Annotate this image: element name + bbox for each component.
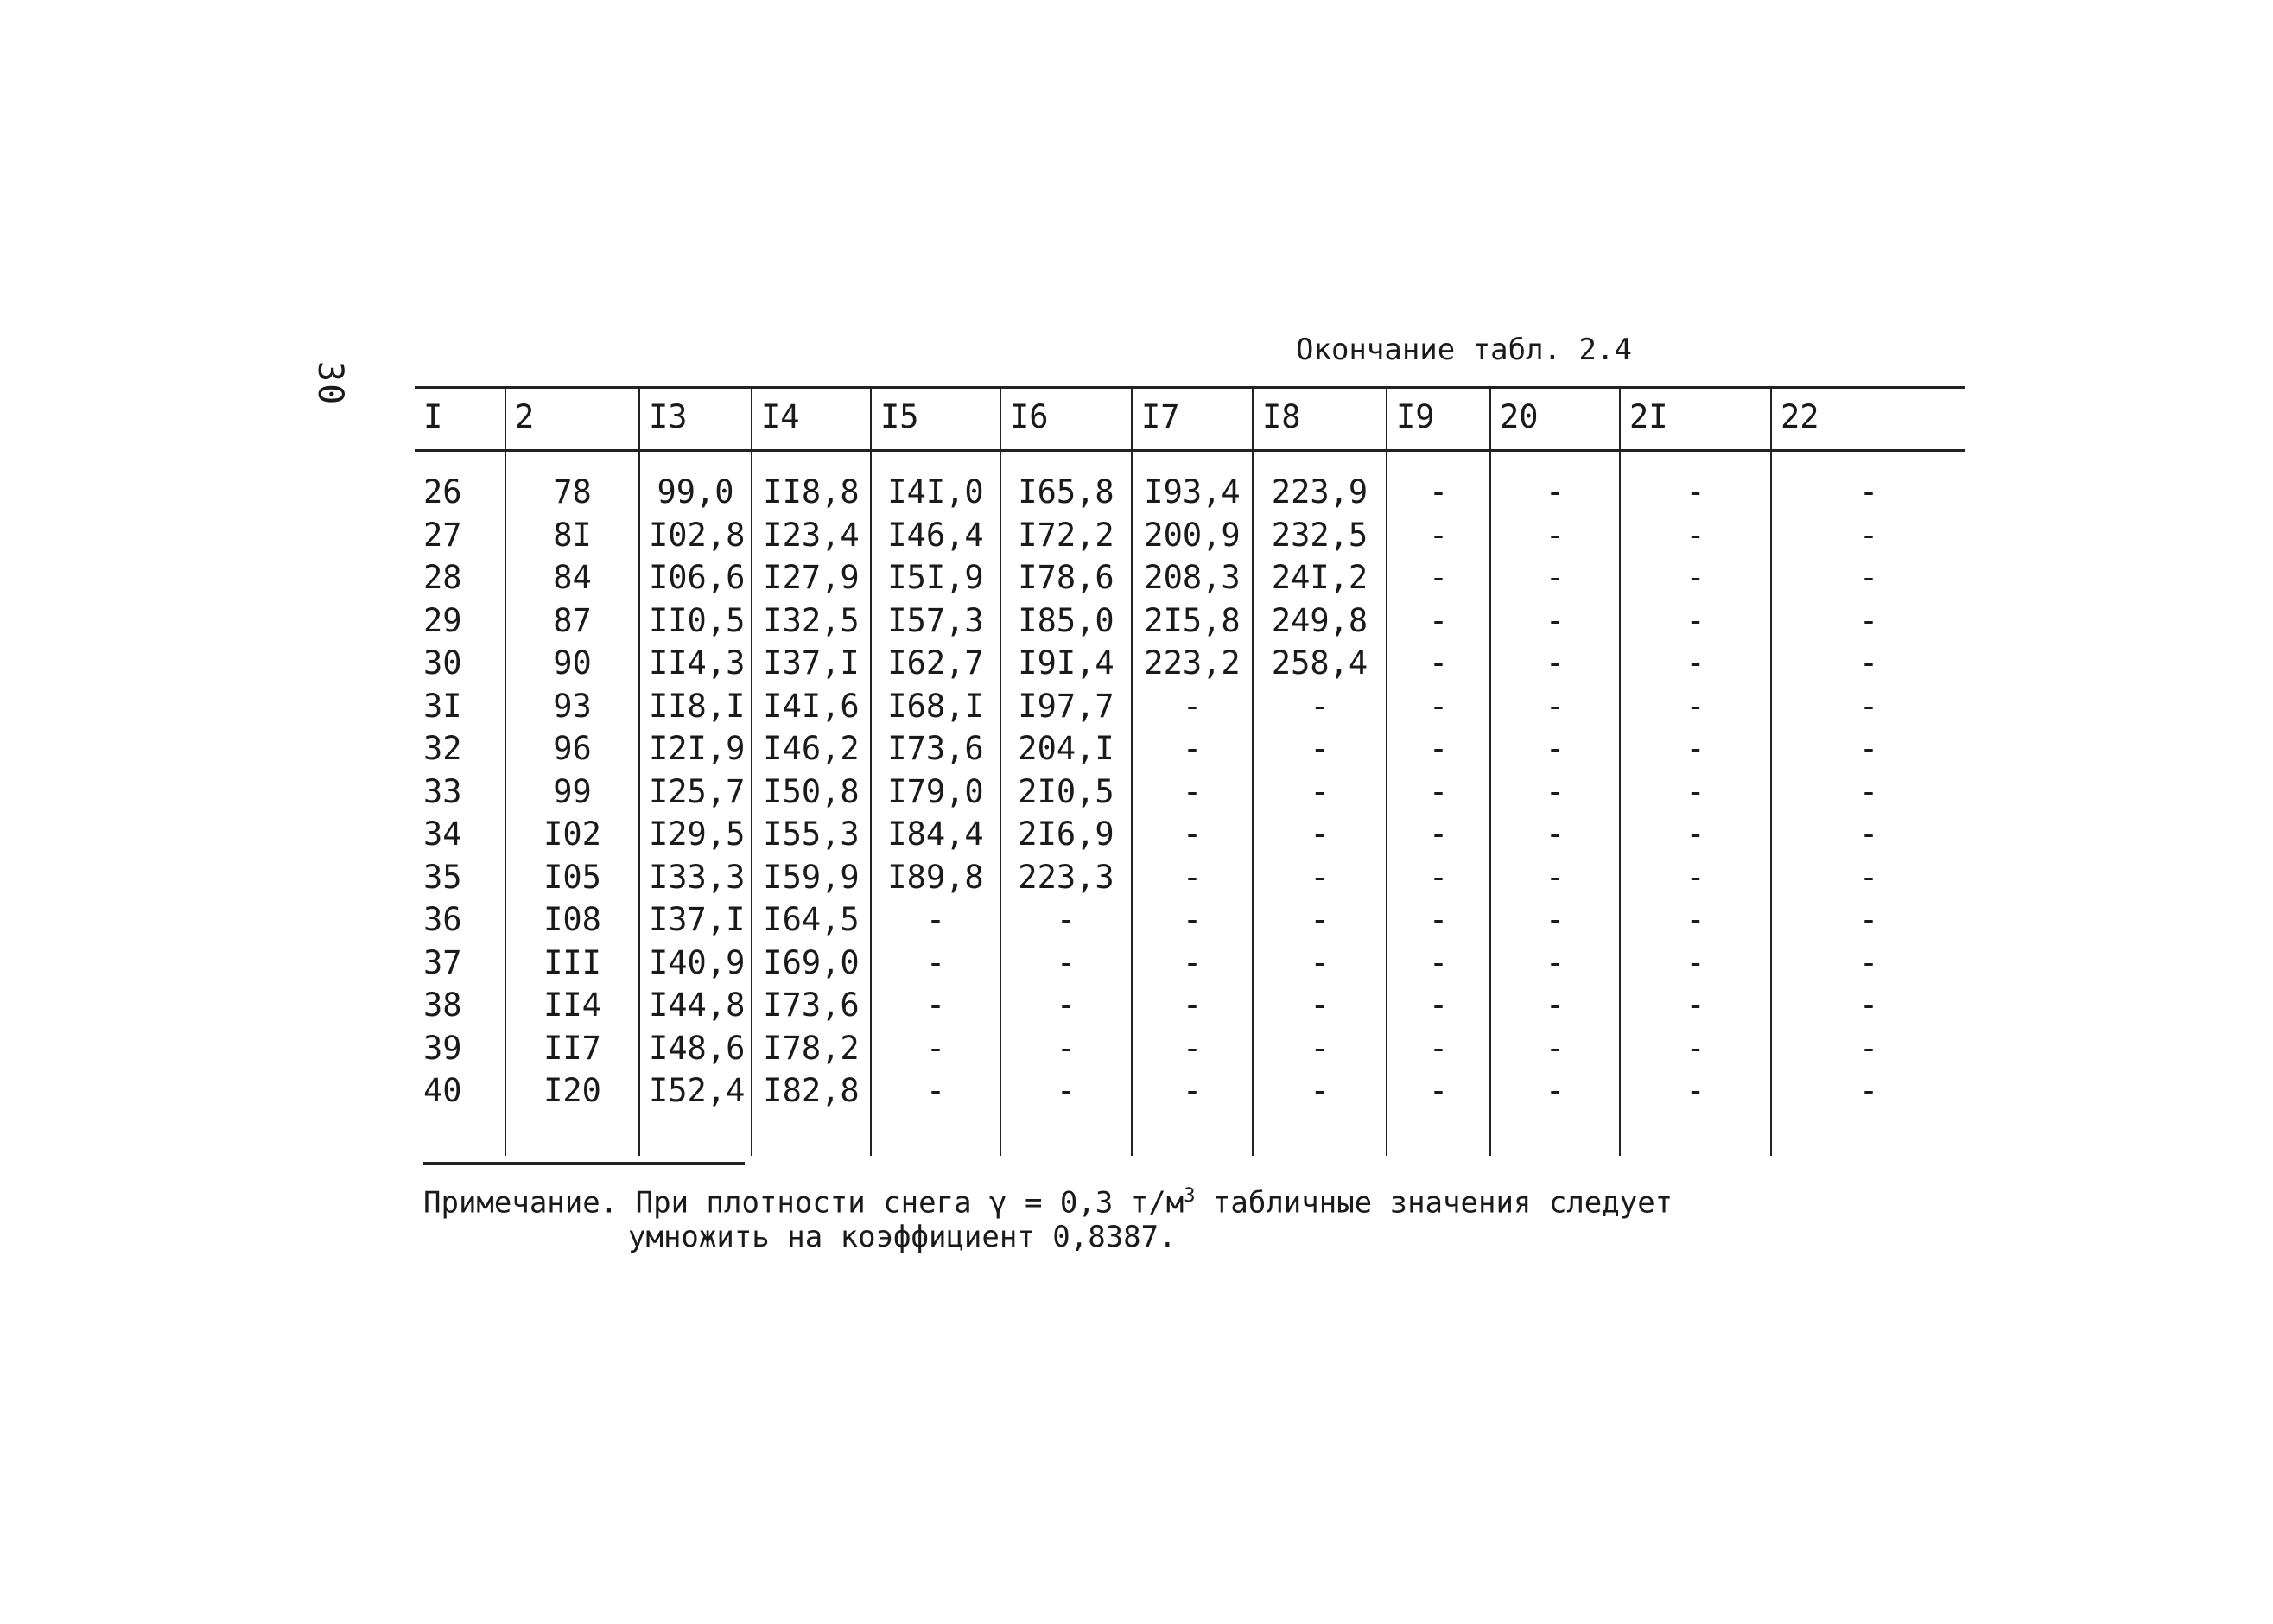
table-row (415, 556, 1965, 599)
table-cell: I05 (505, 856, 639, 899)
table-cell: - (1387, 813, 1490, 856)
table-cell: 93 (505, 685, 639, 728)
table-cell: - (1132, 856, 1253, 899)
table-cell: I40,9 (639, 942, 752, 985)
table-cell: - (1132, 813, 1253, 856)
table-cell: I79,0 (871, 771, 1000, 814)
table-cell: 33 (423, 772, 462, 810)
table-cell: - (1620, 984, 1771, 1027)
table-cell: 30 (423, 644, 462, 682)
table-cell: I59,9 (752, 856, 871, 899)
table-cell: - (1490, 813, 1620, 856)
table-cell: - (1490, 1069, 1620, 1156)
table-cell: II0,5 (639, 599, 752, 643)
table-cell: - (1771, 599, 1965, 643)
table-cell: - (1490, 984, 1620, 1027)
table-cell: 37 (423, 943, 462, 981)
table-cell: 258,4 (1253, 642, 1387, 685)
table-cell: 208,3 (1132, 556, 1253, 599)
table-cell: - (1620, 1069, 1771, 1156)
table-cell: - (1490, 685, 1620, 728)
table-cell: - (1132, 1069, 1253, 1156)
table-cell: I52,4 (639, 1069, 752, 1156)
table-cell: II4 (505, 984, 639, 1027)
column-header: I9 (1387, 388, 1490, 451)
table-container (415, 386, 1965, 1156)
table-cell: 2I0,5 (1000, 771, 1132, 814)
table-cell: - (1490, 599, 1620, 643)
table-cell: - (1132, 942, 1253, 985)
table-cell: I27,9 (752, 556, 871, 599)
table-cell: - (1620, 727, 1771, 771)
table-cell: - (1771, 771, 1965, 814)
table-cell: 39 (423, 1029, 462, 1067)
table-cell: I4I,6 (752, 685, 871, 728)
table-row (415, 1027, 1965, 1070)
table-cell: 29 (423, 601, 462, 639)
table-cell: I69,0 (752, 942, 871, 985)
table-cell: 26 (423, 473, 462, 511)
table-cell: - (1620, 771, 1771, 814)
table-cell: 87 (505, 599, 639, 643)
table-cell: I44,8 (639, 984, 752, 1027)
table-cell: - (871, 898, 1000, 942)
table-cell: I08 (505, 898, 639, 942)
table-row (415, 771, 1965, 814)
table-cell: 84 (505, 556, 639, 599)
column-header: I8 (1253, 388, 1387, 451)
table-cell: I55,3 (752, 813, 871, 856)
table-cell: - (871, 1027, 1000, 1070)
table-cell: - (1253, 771, 1387, 814)
table-cell: - (1771, 813, 1965, 856)
table-cell: I72,2 (1000, 514, 1132, 557)
table-cell: - (871, 984, 1000, 1027)
table-cell: - (1771, 898, 1965, 942)
table-cell: - (1620, 556, 1771, 599)
table-cell: - (1771, 556, 1965, 599)
table-cell: I64,5 (752, 898, 871, 942)
table-cell: - (1387, 451, 1490, 514)
column-header: I3 (639, 388, 752, 451)
table-cell: 223,3 (1000, 856, 1132, 899)
table-cell: - (1132, 685, 1253, 728)
table-header-row (415, 388, 1965, 451)
table-cell: - (1620, 942, 1771, 985)
table-cell: 99 (505, 771, 639, 814)
table-cell: I57,3 (871, 599, 1000, 643)
table-cell: - (1490, 642, 1620, 685)
table-cell: I32,5 (752, 599, 871, 643)
column-header: I5 (871, 388, 1000, 451)
footnote-line-1 (423, 1179, 1673, 1220)
table-cell: - (1771, 1027, 1965, 1070)
table-cell: I29,5 (639, 813, 752, 856)
table-cell: - (1490, 856, 1620, 899)
table-cell: 2I6,9 (1000, 813, 1132, 856)
table-cell: - (1387, 942, 1490, 985)
footnote-line-2: умножить на коэффициент 0,8387. (628, 1220, 1177, 1255)
table-cell: 32 (423, 730, 462, 768)
table-cell: I2I,9 (639, 727, 752, 771)
table-cell: I02 (505, 813, 639, 856)
table-row (415, 685, 1965, 728)
table-cell: - (1620, 813, 1771, 856)
footnote-line-1-post: табличные значения следует (1195, 1185, 1673, 1221)
table-cell: 36 (423, 901, 462, 939)
table-cell: I97,7 (1000, 685, 1132, 728)
table-cell: - (1387, 685, 1490, 728)
table-cell: - (1132, 898, 1253, 942)
table-cell: I46,4 (871, 514, 1000, 557)
table-cell: I02,8 (639, 514, 752, 557)
table-cell: I82,8 (752, 1069, 871, 1156)
table-row (415, 898, 1965, 942)
table-cell: - (1387, 898, 1490, 942)
table-cell: I78,6 (1000, 556, 1132, 599)
table-cell: - (1490, 898, 1620, 942)
table-row (415, 813, 1965, 856)
table-cell: II4,3 (639, 642, 752, 685)
table-cell: - (1000, 1027, 1132, 1070)
table-cell: - (1000, 984, 1132, 1027)
table-cell: I37,I (752, 642, 871, 685)
table-cell: I84,4 (871, 813, 1000, 856)
table-cell: I33,3 (639, 856, 752, 899)
table-cell: 78 (505, 451, 639, 514)
table-cell: I06,6 (639, 556, 752, 599)
table-cell: - (1387, 599, 1490, 643)
table-cell: - (1000, 942, 1132, 985)
table-cell: 24I,2 (1253, 556, 1387, 599)
table-cell: - (1620, 514, 1771, 557)
table-cell: I93,4 (1132, 451, 1253, 514)
table-cell: I46,2 (752, 727, 871, 771)
table-cell: - (1771, 451, 1965, 514)
data-table (415, 386, 1965, 1156)
table-cell: II8,I (639, 685, 752, 728)
table-cell: I50,8 (752, 771, 871, 814)
table-cell: - (1490, 771, 1620, 814)
table-cell: I89,8 (871, 856, 1000, 899)
table-row (415, 984, 1965, 1027)
table-cell: - (1771, 942, 1965, 985)
table-cell: I85,0 (1000, 599, 1132, 643)
table-cell: - (1253, 856, 1387, 899)
table-cell: - (1771, 1069, 1965, 1156)
column-header: I4 (752, 388, 871, 451)
table-cell: 34 (423, 815, 462, 853)
table-cell: 96 (505, 727, 639, 771)
table-cell: I4I,0 (871, 451, 1000, 514)
table-cell: - (1253, 727, 1387, 771)
table-cell: 232,5 (1253, 514, 1387, 557)
table-caption: Окончание табл. 2.4 (1296, 333, 1632, 367)
table-cell: - (1132, 984, 1253, 1027)
table-cell: - (871, 942, 1000, 985)
table-cell: - (1620, 1027, 1771, 1070)
column-header: I (415, 388, 505, 451)
table-cell: - (1771, 642, 1965, 685)
table-cell: 38 (423, 986, 462, 1025)
table-cell: I20 (505, 1069, 639, 1156)
table-cell: 223,9 (1253, 451, 1387, 514)
footnote-sup: 3 (1184, 1185, 1196, 1207)
table-cell: 223,2 (1132, 642, 1253, 685)
column-header: I7 (1132, 388, 1253, 451)
table-cell: - (1132, 727, 1253, 771)
table-cell: 204,I (1000, 727, 1132, 771)
table-cell: - (1490, 556, 1620, 599)
table-cell: - (1620, 685, 1771, 728)
table-row (415, 599, 1965, 643)
table-cell: 35 (423, 858, 462, 896)
table-cell: - (1490, 1027, 1620, 1070)
table-cell: - (1620, 856, 1771, 899)
table-cell: I73,6 (752, 984, 871, 1027)
footnote-line-1-pre: Примечание. При плотности снега γ = 0,3 т/м (423, 1185, 1184, 1221)
table-cell: - (1771, 856, 1965, 899)
table-cell: 28 (423, 559, 462, 597)
column-header: I6 (1000, 388, 1132, 451)
table-cell: - (1620, 599, 1771, 643)
table-cell: - (1253, 1027, 1387, 1070)
table-row (415, 642, 1965, 685)
table-cell: 3I (423, 687, 462, 725)
bottom-rule (423, 1162, 745, 1165)
table-cell: - (1253, 813, 1387, 856)
table-row (415, 727, 1965, 771)
table-cell: - (1387, 514, 1490, 557)
table-cell: - (1387, 642, 1490, 685)
table-cell: - (1620, 451, 1771, 514)
table-cell: I9I,4 (1000, 642, 1132, 685)
table-cell: - (1253, 942, 1387, 985)
table-cell: - (1253, 1069, 1387, 1156)
column-header: 2 (505, 388, 639, 451)
table-cell: I37,I (639, 898, 752, 942)
table-cell: - (1387, 984, 1490, 1027)
table-cell: - (1620, 898, 1771, 942)
table-cell: - (1490, 451, 1620, 514)
table-row (415, 514, 1965, 557)
table-cell: 2I5,8 (1132, 599, 1253, 643)
table-cell: I23,4 (752, 514, 871, 557)
table-row (415, 856, 1965, 899)
table-cell: - (1771, 984, 1965, 1027)
table-cell: - (1387, 856, 1490, 899)
table-cell: - (1387, 1069, 1490, 1156)
table-cell: - (1132, 1027, 1253, 1070)
table-cell: - (1490, 727, 1620, 771)
table-cell: II8,8 (752, 451, 871, 514)
table-cell: - (1490, 942, 1620, 985)
table-cell: - (1253, 685, 1387, 728)
table-cell: - (1771, 685, 1965, 728)
table-cell: - (1387, 1027, 1490, 1070)
table-cell: - (1000, 1069, 1132, 1156)
table-cell: 90 (505, 642, 639, 685)
table-cell: - (1387, 771, 1490, 814)
column-header: 20 (1490, 388, 1620, 451)
footnote (423, 1179, 1673, 1254)
table-cell: - (1132, 771, 1253, 814)
table-cell: - (871, 1069, 1000, 1156)
table-cell: 27 (423, 516, 462, 554)
table-cell: - (1490, 514, 1620, 557)
table-row (415, 942, 1965, 985)
table-row (415, 451, 1965, 514)
table-cell: - (1253, 898, 1387, 942)
table-cell: - (1620, 642, 1771, 685)
column-header: 22 (1771, 388, 1965, 451)
table-cell: I73,6 (871, 727, 1000, 771)
table-cell: I48,6 (639, 1027, 752, 1070)
table-cell: I25,7 (639, 771, 752, 814)
table-cell: I78,2 (752, 1027, 871, 1070)
table-cell: III (505, 942, 639, 985)
table-cell: I62,7 (871, 642, 1000, 685)
table-cell: 200,9 (1132, 514, 1253, 557)
table-cell: 40 (423, 1072, 462, 1110)
table-cell: 99,0 (639, 451, 752, 514)
table-cell: 8I (505, 514, 639, 557)
page-number: 30 (310, 361, 350, 407)
table-body (415, 451, 1965, 1156)
table-cell: I65,8 (1000, 451, 1132, 514)
table-cell: - (1387, 556, 1490, 599)
table-cell: I5I,9 (871, 556, 1000, 599)
table-row (415, 1069, 1965, 1156)
table-cell: I68,I (871, 685, 1000, 728)
table-cell: - (1253, 984, 1387, 1027)
table-cell: - (1771, 514, 1965, 557)
table-cell: - (1771, 727, 1965, 771)
column-header: 2I (1620, 388, 1771, 451)
table-cell: II7 (505, 1027, 639, 1070)
table-cell: 249,8 (1253, 599, 1387, 643)
table-cell: - (1387, 727, 1490, 771)
table-cell: - (1000, 898, 1132, 942)
